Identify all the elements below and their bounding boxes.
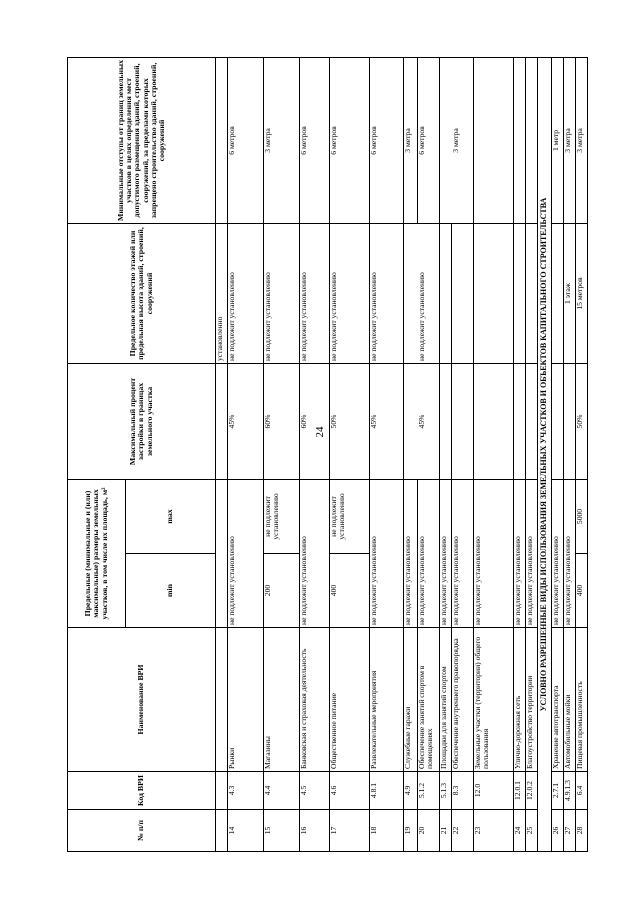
cell-floors: не подлежит установлению (370, 223, 404, 363)
cell-num: 18 (370, 810, 404, 852)
cell-floors (404, 223, 418, 363)
cell-code: 4.6 (330, 772, 370, 810)
section-title: УСЛОВНО РАЗРЕШЕННЫЕ ВИДЫ ИСПОЛЬЗОВАНИЯ ЗЕМЕЛЬНЫХ УЧАСТКОВ И ОБЪЕКТОВ КАПИТАЛЬНОГО СТРОИТЕЛЬСТВА (538, 57, 552, 851)
cell-code: 8.3 (452, 772, 474, 810)
cell-setback: 6 метров (330, 57, 370, 223)
cell-percent (216, 363, 228, 479)
cell-name: Улично-дорожная сеть (514, 628, 526, 772)
cell-setback (216, 57, 228, 223)
cell-min: 400 (330, 554, 370, 628)
header-code: Код ВРИ (68, 772, 216, 810)
table-row (216, 57, 228, 851)
cell-floors (514, 223, 526, 363)
cell-max: не подлежит установлению (330, 479, 370, 553)
cell-code: 4.9 (404, 772, 418, 810)
cell-num: 21 (440, 810, 452, 852)
cell-num: 16 (300, 810, 330, 852)
cell-name: Пищевая промышленность (576, 628, 588, 772)
cell-floors: 15 метров (576, 223, 588, 363)
cell-code: 4.3 (228, 772, 264, 810)
cell-percent (564, 363, 576, 479)
cell-size: не подлежит установлению (440, 479, 452, 627)
cell-setback: 6 метров (418, 57, 440, 223)
cell-code (216, 772, 228, 810)
cell-code: 4.9.1.3 (564, 772, 576, 810)
table-row (452, 57, 474, 851)
cell-name: Служебные гаражи (404, 628, 418, 772)
table-row (300, 57, 330, 851)
cell-name: Рынки (228, 628, 264, 772)
cell-name: Хранение автотранспорта (552, 628, 564, 772)
cell-num: 28 (576, 810, 588, 852)
cell-floors: не подлежит установлению (330, 223, 370, 363)
cell-code: 5.1.3 (440, 772, 452, 810)
cell-setback (440, 57, 452, 223)
cell-size: не подлежит установлению (404, 479, 418, 627)
table-row (526, 57, 538, 851)
cell-code: 12.0.2 (526, 772, 538, 810)
cell-setback: 3 метра (404, 57, 418, 223)
cell-setback: 3 метра (564, 57, 576, 223)
cell-percent: 45% (418, 363, 440, 479)
cell-size: не подлежит установлению (526, 479, 538, 627)
cell-code: 6.4 (576, 772, 588, 810)
cell-num: 20 (418, 810, 440, 852)
cell-num (216, 810, 228, 852)
cell-size: не подлежит установлению (452, 479, 474, 627)
cell-code: 4.8.1 (370, 772, 404, 810)
table-row (228, 57, 264, 851)
table-row (474, 57, 514, 851)
cell-floors (474, 223, 514, 363)
cell-size: не подлежит установлению (514, 479, 526, 627)
cell-num: 25 (526, 810, 538, 852)
header-name: Наименование ВРИ (68, 628, 216, 772)
cell-name: Благоустройство территории (526, 628, 538, 772)
table-row (552, 57, 564, 851)
rotated-table-container (67, 58, 584, 852)
cell-floors (452, 223, 474, 363)
cell-percent: 60% (300, 363, 330, 479)
cell-max: 5000 (576, 479, 588, 553)
cell-percent (526, 363, 538, 479)
cell-percent: 45% (228, 363, 264, 479)
cell-name (216, 628, 228, 772)
header-size-group: Предельные (минимальные и (или) максимальные) размеры земельных участков, в том числе их площадь, м² (68, 479, 126, 627)
cell-num: 22 (452, 810, 474, 852)
table-row (370, 57, 404, 851)
cell-name: Обеспечение внутреннего правопорядка (452, 628, 474, 772)
table-row (576, 57, 588, 851)
header-floors: Предельное количество этажей или предельная высота зданий, строений, сооружений (68, 223, 216, 363)
cell-size: не подлежит установлению (552, 479, 564, 627)
cell-num: 24 (514, 810, 526, 852)
cell-name: Обеспечение занятий спортом в помещениях (418, 628, 440, 772)
cell-setback (526, 57, 538, 223)
cell-floors: установленно (216, 223, 228, 363)
cell-percent (474, 363, 514, 479)
cell-code: 4.4 (264, 772, 300, 810)
cell-code: 12.0.1 (514, 772, 526, 810)
cell-percent: 50% (330, 363, 370, 479)
cell-code: 4.5 (300, 772, 330, 810)
cell-floors: не подлежит установлению (418, 223, 440, 363)
cell-percent: 50% (576, 363, 588, 479)
cell-size: не подлежит установлению (564, 479, 576, 627)
cell-setback: 1 метр (552, 57, 564, 223)
cell-num: 26 (552, 810, 564, 852)
cell-setback: 6 метров (228, 57, 264, 223)
cell-setback: 3 метра (452, 57, 474, 223)
header-setback: Минимальные отступы от границ земельных участков в целях определения мест допустимого размещения зданий, строений, сооружений, за пределами которых запрещено строительство зданий, строений, сооружений (68, 57, 216, 223)
cell-code: 5.1.2 (418, 772, 440, 810)
cell-setback: 6 метров (370, 57, 404, 223)
table-row (418, 57, 440, 851)
cell-size: не подлежит установлению (418, 479, 440, 627)
cell-setback: 6 метров (300, 57, 330, 223)
cell-min: 400 (576, 554, 588, 628)
cell-percent (452, 363, 474, 479)
cell-percent (440, 363, 452, 479)
cell-percent (514, 363, 526, 479)
cell-size (216, 479, 228, 627)
cell-setback: 3 метра (264, 57, 300, 223)
cell-name: Общественное питание (330, 628, 370, 772)
table-row (440, 57, 452, 851)
cell-name: Развлекательные мероприятия (370, 628, 404, 772)
cell-code: 2.7.1 (552, 772, 564, 810)
cell-floors: не подлежит установлению (228, 223, 264, 363)
table-row (404, 57, 418, 851)
page-number: 24 (314, 426, 326, 438)
cell-percent (404, 363, 418, 479)
cell-num: 19 (404, 810, 418, 852)
table-row (564, 57, 576, 851)
cell-max: не подлежит установлению (264, 479, 300, 553)
header-max: max (126, 479, 216, 553)
header-min: min (126, 554, 216, 628)
cell-setback: 3 метра (576, 57, 588, 223)
cell-floors (526, 223, 538, 363)
cell-floors: 1 этаж (564, 223, 576, 363)
cell-num: 17 (330, 810, 370, 852)
cell-size: не подлежит установлению (370, 479, 404, 627)
cell-name: Площадки для занятий спортом (440, 628, 452, 772)
cell-size: не подлежит установлению (474, 479, 514, 627)
cell-num: 23 (474, 810, 514, 852)
cell-name: Земельные участки (территории) общего пользования (474, 628, 514, 772)
cell-floors: не подлежит установлению (300, 223, 330, 363)
cell-floors (552, 223, 564, 363)
cell-min: 200 (264, 554, 300, 628)
cell-name: Автомобильные мойки (564, 628, 576, 772)
cell-name: Магазины (264, 628, 300, 772)
cell-size: не подлежит установлению (300, 479, 330, 627)
cell-percent: 45% (370, 363, 404, 479)
cell-num: 14 (228, 810, 264, 852)
table-row (264, 57, 300, 851)
header-num: № п/п (68, 810, 216, 852)
cell-num: 27 (564, 810, 576, 852)
cell-num: 15 (264, 810, 300, 852)
regulations-table (67, 57, 588, 852)
cell-setback (474, 57, 514, 223)
cell-code: 12.0 (474, 772, 514, 810)
cell-name: Банковская и страховая деятельность (300, 628, 330, 772)
cell-floors: не подлежит установлению (264, 223, 300, 363)
table-row (514, 57, 526, 851)
table-row (330, 57, 370, 851)
cell-floors (440, 223, 452, 363)
cell-percent: 60% (264, 363, 300, 479)
cell-setback (514, 57, 526, 223)
header-percent: Максимальный процент застройки в границах земельного участка (68, 363, 216, 479)
cell-percent (552, 363, 564, 479)
cell-size: не подлежит установлению (228, 479, 264, 627)
